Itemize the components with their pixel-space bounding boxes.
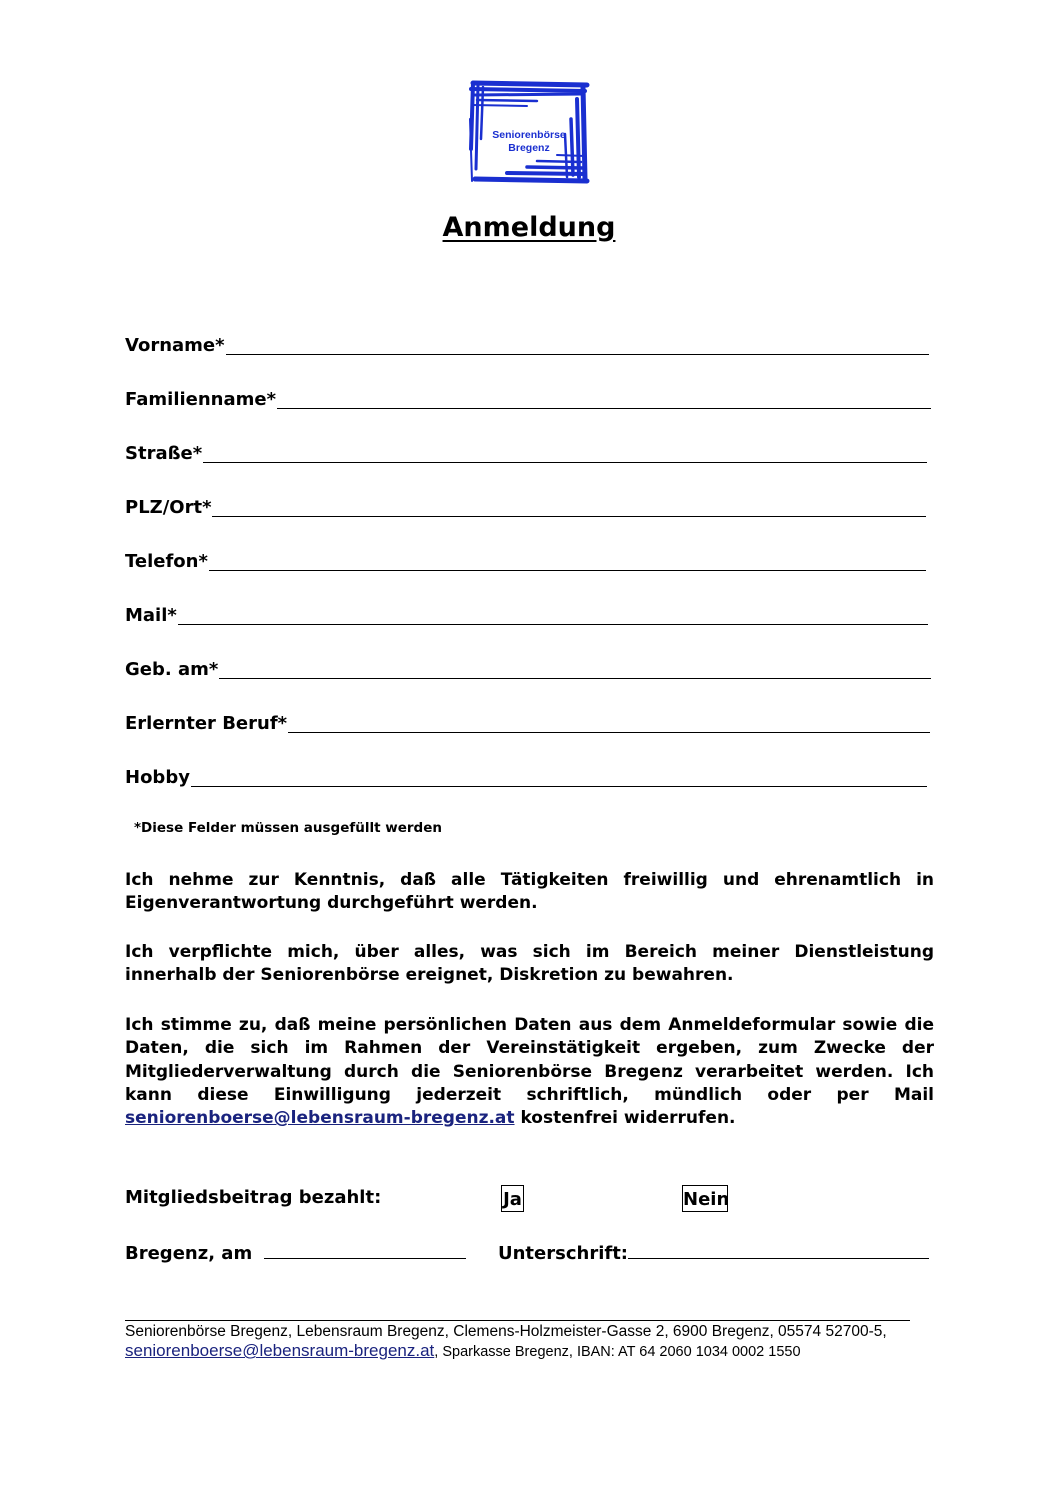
field-line[interactable]: [203, 462, 927, 463]
field-label: Geb. am*: [125, 659, 219, 680]
required-fields-note: *Diese Felder müssen ausgefüllt werden: [134, 820, 442, 836]
field-mail[interactable]: [125, 602, 928, 628]
field-label: PLZ/Ort*: [125, 497, 212, 518]
signature-row: [498, 1243, 929, 1264]
field-label: Mail*: [125, 605, 177, 626]
logo: [467, 79, 591, 185]
field-geburtsdatum[interactable]: [125, 656, 931, 682]
place-date-row: [125, 1243, 466, 1264]
paragraph-acknowledgement: Ich nehme zur Kenntnis, daß alle Tätigkeiten freiwillig und ehrenamtlich in Eigenverantwortung durchgeführt werden.: [125, 870, 934, 914]
consent-email-link[interactable]: seniorenboerse@lebensraum-bregenz.at: [125, 1108, 515, 1129]
field-strasse[interactable]: [125, 440, 927, 466]
paragraph-discretion: Ich verpflichte mich, über alles, was sich im Bereich meiner Dienstleistung innerhalb der Seniorenbörse ereignet, Diskretion zu bewahren.: [125, 942, 934, 986]
membership-label: Mitgliedsbeitrag bezahlt:: [125, 1187, 382, 1208]
field-line[interactable]: [219, 678, 931, 679]
field-line[interactable]: [191, 786, 927, 787]
paragraph-data-consent: [125, 1014, 934, 1130]
consent-text: Ich stimme zu, daß meine persönlichen Daten aus dem Anmeldeformular sowie die Daten, die sich im Rahmen der Vereinstätigkeit ergeben, zum Zwecke der Mitgliederverwaltung durch die Seniorenbörse Bregenz verarbeitet werden. Ich kann diese Einwilligung jederzeit schriftlich, mündlich oder per Mail: [125, 1015, 934, 1105]
field-line[interactable]: [277, 408, 931, 409]
field-telefon[interactable]: [125, 548, 926, 574]
field-line[interactable]: [288, 732, 930, 733]
field-familienname[interactable]: [125, 386, 931, 412]
field-line[interactable]: [178, 624, 928, 625]
field-line[interactable]: [226, 354, 929, 355]
field-hobby[interactable]: [125, 764, 927, 790]
field-plz-ort[interactable]: [125, 494, 926, 520]
signature-label: Unterschrift:: [498, 1243, 628, 1264]
logo-text-line1: Seniorenbörse: [492, 129, 566, 141]
field-line[interactable]: [209, 570, 926, 571]
field-line[interactable]: [212, 516, 926, 517]
footer-bank: , Sparkasse Bregenz, IBAN: AT 64 2060 1034 0002 1550: [434, 1344, 801, 1360]
footer-email-link[interactable]: seniorenboerse@lebensraum-bregenz.at: [125, 1341, 435, 1360]
field-label: Erlernter Beruf*: [125, 713, 288, 734]
signature-line[interactable]: [628, 1258, 929, 1259]
field-label: Familienname*: [125, 389, 277, 410]
footer-address: Seniorenbörse Bregenz, Lebensraum Bregenz, Clemens-Holzmeister-Gasse 2, 6900 Bregenz, 05574 52700-5,: [125, 1323, 887, 1340]
footer-contact: [125, 1341, 801, 1361]
membership-no-box[interactable]: Nein: [682, 1185, 728, 1212]
date-line[interactable]: [264, 1258, 466, 1259]
field-vorname[interactable]: [125, 332, 929, 358]
logo-text-line2: Bregenz: [508, 142, 550, 154]
page-title: Anmeldung: [442, 212, 616, 243]
field-label: Hobby: [125, 767, 190, 788]
membership-yes-box[interactable]: Ja: [501, 1185, 524, 1212]
consent-text-end: kostenfrei widerrufen.: [514, 1108, 736, 1129]
field-erlernter-beruf[interactable]: [125, 710, 930, 736]
footer-divider: [125, 1320, 910, 1321]
place-date-label: Bregenz, am: [125, 1243, 253, 1264]
field-label: Telefon*: [125, 551, 208, 572]
field-label: Straße*: [125, 443, 203, 464]
field-label: Vorname*: [125, 335, 225, 356]
